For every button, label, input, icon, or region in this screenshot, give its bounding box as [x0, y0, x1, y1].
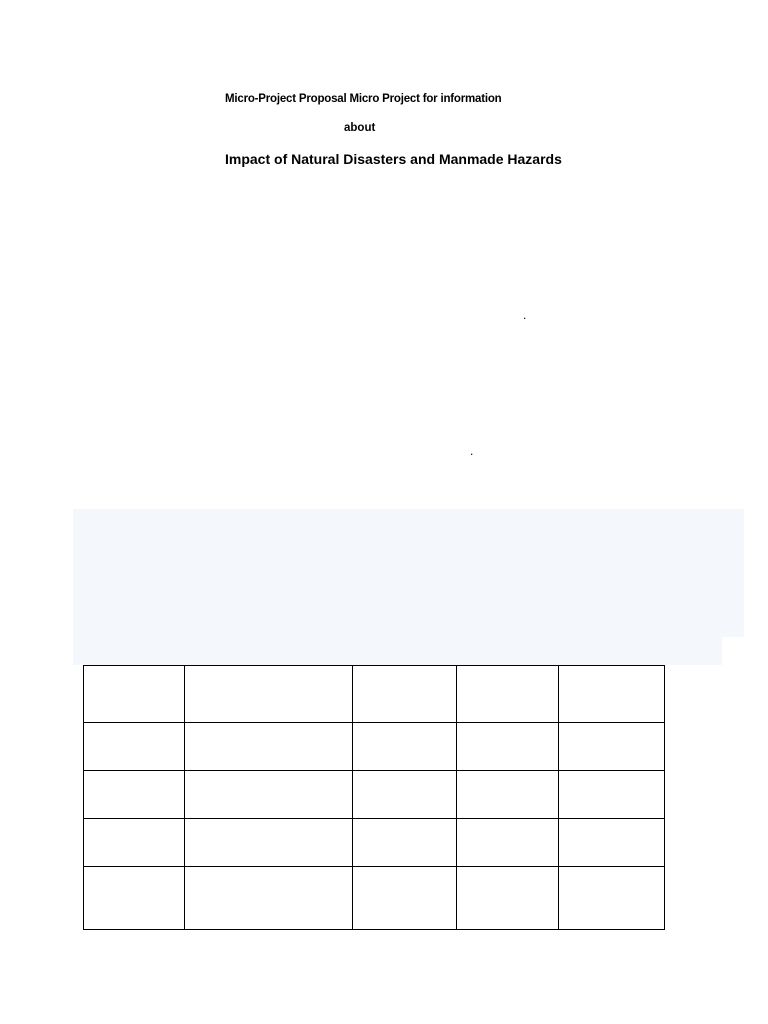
table-row: [84, 666, 665, 723]
shaded-block-extension: [73, 637, 722, 665]
table-cell: [84, 771, 185, 819]
proposal-heading: Micro-Project Proposal Micro Project for information: [225, 93, 502, 105]
table-cell: [185, 867, 353, 930]
table-cell: [353, 819, 457, 867]
table-cell: [559, 723, 665, 771]
table-cell: [353, 723, 457, 771]
empty-table: [83, 665, 665, 930]
table-cell: [84, 867, 185, 930]
proposal-subheading: about: [344, 122, 376, 134]
table-cell: [84, 666, 185, 723]
table-row: [84, 819, 665, 867]
table-cell: [457, 771, 559, 819]
table-cell: [84, 819, 185, 867]
table-cell: [185, 723, 353, 771]
page-title: Impact of Natural Disasters and Manmade Hazards: [225, 151, 562, 167]
table-row: [84, 771, 665, 819]
table-cell: [185, 819, 353, 867]
table-cell: [353, 771, 457, 819]
shaded-block: [73, 509, 744, 637]
table-cell: [457, 819, 559, 867]
table-cell: [457, 723, 559, 771]
stray-mark: .: [523, 308, 527, 322]
table-cell: [559, 819, 665, 867]
table-cell: [457, 666, 559, 723]
table-cell: [457, 867, 559, 930]
stray-mark: .: [470, 444, 474, 458]
table-cell: [353, 666, 457, 723]
table-row: [84, 867, 665, 930]
table-cell: [84, 723, 185, 771]
table-cell: [559, 666, 665, 723]
table-cell: [559, 771, 665, 819]
table-cell: [353, 867, 457, 930]
table-row: [84, 723, 665, 771]
table-cell: [559, 867, 665, 930]
table-cell: [185, 771, 353, 819]
table-cell: [185, 666, 353, 723]
